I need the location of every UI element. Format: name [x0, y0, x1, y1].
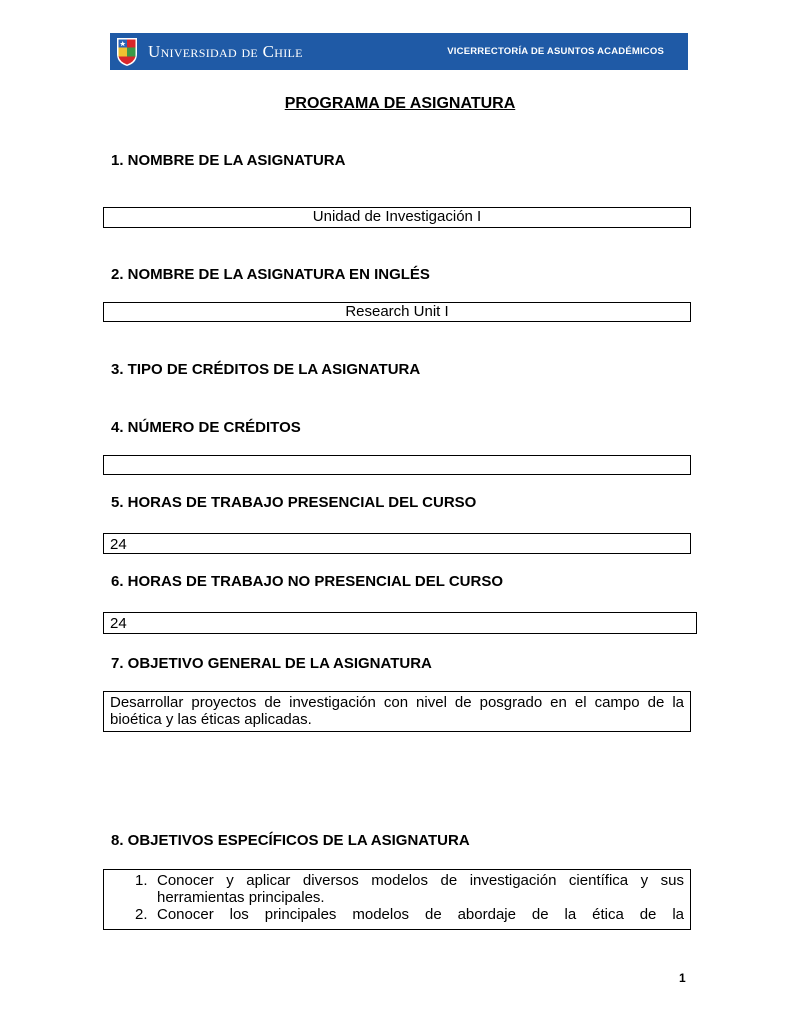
section-4-heading: 4. NÚMERO DE CRÉDITOS [111, 419, 301, 436]
course-name-english-value: Research Unit I [345, 303, 449, 320]
presential-hours-value: 24 [110, 536, 127, 553]
header-banner [110, 33, 688, 70]
specific-objectives-list [104, 870, 690, 923]
credits-field [103, 455, 691, 475]
page-number: 1 [679, 971, 686, 985]
course-name-value: Unidad de Investigación I [312, 208, 482, 225]
section-8-heading: 8. OBJETIVOS ESPECÍFICOS DE LA ASIGNATURA [111, 832, 470, 849]
section-5-heading: 5. HORAS DE TRABAJO PRESENCIAL DEL CURSO [111, 494, 477, 511]
non-presential-hours-value: 24 [110, 615, 127, 632]
course-name-field [103, 207, 691, 228]
vicerrectoria-label: VICERRECTORÍA DE ASUNTOS ACADÉMICOS [447, 46, 664, 57]
presential-hours-field [103, 533, 691, 554]
specific-objective-text: Conocer y aplicar diversos modelos de investigación científica y sus herramientas principales. [157, 872, 684, 906]
specific-objective-text: Conocer los principales modelos de abordaje de la ética de la [157, 906, 684, 923]
section-3-heading: 3. TIPO DE CRÉDITOS DE LA ASIGNATURA [111, 361, 421, 378]
document-title-text: PROGRAMA DE ASIGNATURA [284, 95, 516, 112]
section-2-heading: 2. NOMBRE DE LA ASIGNATURA EN INGLÉS [111, 266, 430, 283]
specific-objective-number: 1. [135, 872, 148, 889]
specific-objective-item [135, 906, 684, 923]
section-1-heading: 1. NOMBRE DE LA ASIGNATURA [111, 152, 346, 169]
course-name-english-field [103, 302, 691, 322]
document-title [0, 94, 800, 114]
section-6-heading: 6. HORAS DE TRABAJO NO PRESENCIAL DEL CURSO [111, 573, 503, 590]
specific-objectives-field [103, 869, 691, 930]
non-presential-hours-field [103, 612, 697, 634]
specific-objective-number: 2. [135, 906, 148, 923]
general-objective-field [103, 691, 691, 732]
section-7-heading: 7. OBJETIVO GENERAL DE LA ASIGNATURA [111, 655, 432, 672]
university-name: Universidad de Chile [148, 42, 303, 61]
specific-objective-item [135, 872, 684, 906]
general-objective-text: Desarrollar proyectos de investigación con nivel de posgrado en el campo de la bioética y las éticas aplicadas. [110, 694, 684, 728]
university-crest-icon [115, 36, 139, 67]
